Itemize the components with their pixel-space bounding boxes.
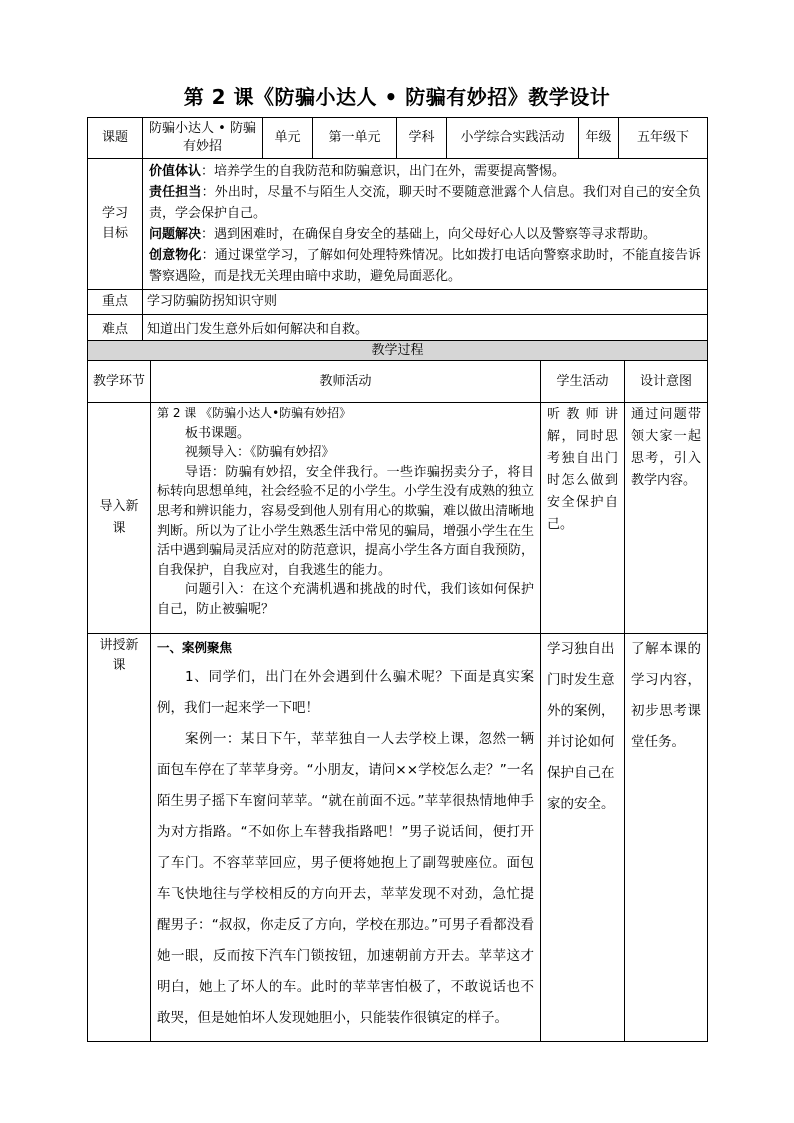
goal-value [149,161,701,182]
goal-sep: ： [201,164,215,179]
page-title: 第 2 课《防骗小达人 • 防骗有妙招》教学设计 [183,85,611,109]
lesson-line: 案例一：某日下午，苹苹独自一人去学校上课，忽然一辆面包车停在了苹苹身旁。“小朋友，请问××学校怎么走？”一名陌生男子摇下车窗问苹苹。“就在前面不远。”苹苹很热情地伸手为对方指路。“不如你上车替我指路吧！”男子说话间，便打开了车门。不容苹苹回应，男子便将她抱上了副驾驶座位。面包车飞快地往与学校相反的方向开去，苹苹发现不对劲，急忙提醒男子：“叔叔，你走反了方向，学校在那边。”可男子看都没看她一眼，反而按下汽车门锁按钮，加速朝前方开去。苹苹这才明白，她上了坏人的车。此时的苹苹害怕极了，不敢说话也不敢哭，但是她怕坏人发现她胆小，只能装作很镇定的样子。 [157,731,534,1026]
unit-label: 单元 [263,118,313,159]
key-point-text: 学习防骗防拐知识守则 [143,290,708,315]
goal-sep: ： [201,248,215,263]
goal-text: 遇到困难时，在确保自身安全的基础上，向父母好心人以及警察等寻求帮助。 [214,227,657,242]
intro-line: 第 2 课 《防骗小达人•防骗有妙招》 [157,406,352,420]
unit-value: 第一单元 [313,118,397,159]
difficulty-text: 知道出门发生意外后如何解决和自救。 [143,315,708,345]
intro-line: 视频导入：《防骗有妙招》 [185,445,335,461]
goal-sep: ： [201,227,215,242]
goal-key: 责任担当 [149,185,202,200]
subject-value: 小学综合实践活动 [447,118,579,159]
goals-content [143,159,708,290]
goal-sep: ： [201,185,215,200]
intro-intent: 通过问题带领大家一起思考，引入教学内容。 [625,403,708,634]
goal-key: 问题解决 [149,227,202,242]
process-band: 教学过程 [88,341,708,361]
section-title: 一、案例聚焦 [157,640,233,655]
intro-student: 听教师讲解，同时思考独自出门时怎么做到安全保护自己。 [541,403,625,634]
intro-teacher [151,403,541,634]
grade-value: 五年级下 [619,118,708,159]
goal-text: 培养学生的自我防范和防骗意识，出门在外，需要提高警惕。 [214,164,566,179]
lesson-intent: 了解本课的学习内容，初步思考课堂任务。 [625,634,708,1042]
lesson-line: 1、同学们，出门在外会遇到什么骗术呢？下面是真实案例，我们一起来学一下吧！ [157,669,534,716]
intro-stage: 导入新课 [88,403,151,634]
lesson-teacher [151,634,541,1042]
key-point-label: 重点 [88,290,143,315]
goal-creative [149,245,701,287]
lesson-stage: 讲授新课 [88,634,151,1042]
header-intent: 设计意图 [625,361,708,403]
header-stage: 教学环节 [88,361,151,403]
goals-label: 学习目标 [88,159,143,290]
topic-label: 课题 [88,118,143,159]
goal-text: 外出时，尽量不与陌生人交流，聊天时不要随意泄露个人信息。我们对自己的安全负责，学会保护自己。 [149,185,701,221]
goal-problem-solving [149,224,701,245]
process-table [87,340,708,1042]
intro-line: 问题引入：在这个充满机遇和挑战的时代，我们该如何保护自己，防止被骗呢？ [157,582,534,617]
header-student: 学生活动 [541,361,625,403]
subject-label: 学科 [397,118,447,159]
goal-key: 价值体认 [149,164,202,179]
goal-key: 创意物化 [149,248,202,263]
intro-line: 板书课题。 [185,425,251,441]
info-table [87,117,708,345]
topic-value: 防骗小达人 • 防骗有妙招 [143,118,263,159]
goal-text: 通过课堂学习，了解如何处理特殊情况。比如拨打电话向警察求助时，不能直接告诉警察遇险，而是找无关理由暗中求助，避免局面恶化。 [149,248,701,284]
goal-responsibility [149,182,701,224]
lesson-student: 学习独自出门时发生意外的案例，并讨论如何保护自己在家的安全。 [541,634,625,1042]
header-teacher: 教师活动 [151,361,541,403]
difficulty-label: 难点 [88,315,143,345]
grade-label: 年级 [579,118,619,159]
intro-line: 导语：防骗有妙招，安全伴我行。一些诈骗拐卖分子，将目标转向思想单纯，社会经验不足的小学生。小学生没有成熟的独立思考和辨识能力，容易受到他人别有用心的欺骗，难以做出清晰地判断。所以为了让小学生熟悉生活中常见的骗局，增强小学生在生活中遇到骗局灵活应对的防范意识，提高小学生各方面自我预防，自我保护，自我应对，自我逃生的能力。 [157,464,535,578]
